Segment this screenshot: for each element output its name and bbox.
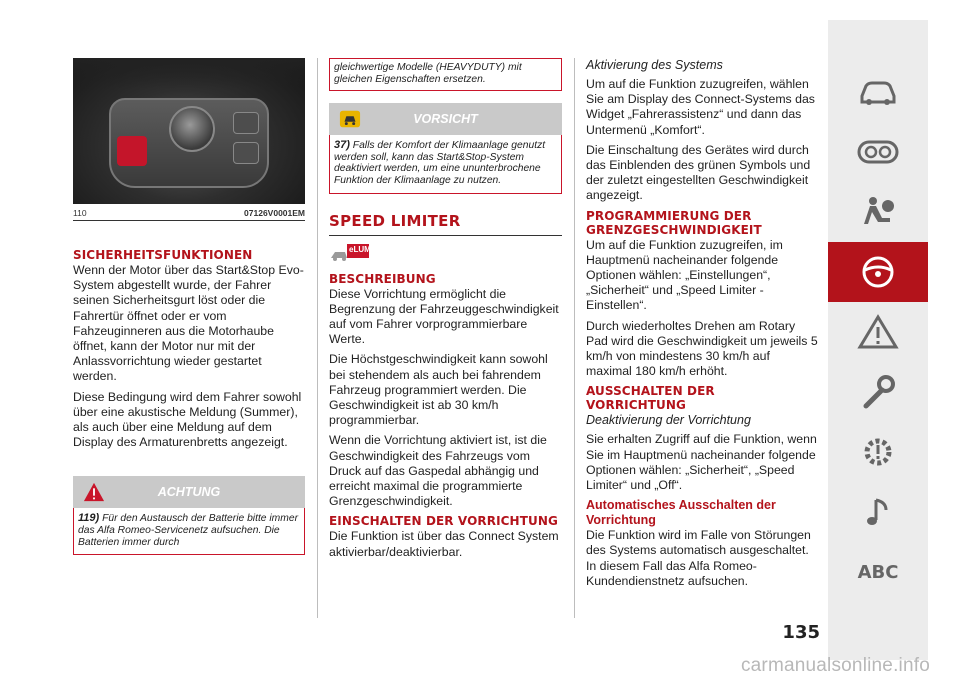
sidebar-item-dashboard[interactable] [828,122,928,182]
abc-index-icon: ABC [857,561,899,583]
paragraph: Die Höchstgeschwindigkeit kann sowohl bei stehendem als auch bei fahrendem Fahrzeug programmiert werden. Die Geschwindigkeit ist ab 30 km/h programmierbar. [329,352,548,428]
photo-shadow [73,58,305,88]
section-heading: SICHERHEITSFUNKTIONEN [73,248,253,262]
warning-box-header [73,476,305,508]
paragraph: Die Funktion wird im Falle von Störungen des Systems automatisch ausgeschaltet. In diesem Fall das Alfa Romeo-Kundendienstnetz aufsuchen. [586,528,811,588]
paragraph: Um auf die Funktion zuzugreifen, wählen Sie am Display des Connect-Systems das Widget „Fahrerassistenz“ und dann das Untermenü „Komfort“. [586,77,815,137]
caption-divider [73,220,305,221]
section-heading: BESCHREIBUNG [329,271,436,286]
start-stop-button [117,136,147,166]
elum-label: eLUM [349,244,371,254]
elum-badge [329,242,562,264]
sidebar-item-maintenance[interactable] [828,362,928,422]
warning-box [73,476,305,555]
dashboard-icon [856,134,900,170]
paragraph: Durch wiederholtes Drehen am Rotary Pad wird die Geschwindigkeit um jeweils 5 km/h von mindestens 30 km/h auf maximal 180 km/h erhöht. [586,318,818,379]
paragraph: Wenn der Motor über das Start&Stop Evo-System abgestellt wurde, der Fahrer seinen Sicherheitsgurt löst oder die Fahrertür öffnet oder er vom Fahzeuginneren aus die Motorhaube öffnet, kann der Motor nur mit der Anlassvorrichtung wieder gestartet werden. [73,263,304,384]
caution-title: VORSICHT [413,112,478,127]
subsection-heading: Deaktivierung der Vorrichtung [586,413,751,428]
switch-panel [109,98,269,188]
subsection-heading-bold: Automatisches Ausschalten der Vorrichtung [586,498,776,528]
watermark-text: carmanualsonline.info [740,655,930,676]
warning-title: ACHTUNG [157,485,221,500]
paragraph: Die Funktion ist über das Connect System aktivierbar/deaktivierbar. [329,529,559,559]
panel-button [233,112,259,134]
figure-number: 110 [73,208,87,218]
sidebar-item-multimedia[interactable] [828,482,928,542]
figure-code: 07126V0001EM [244,208,305,218]
warning-box-body [73,508,305,555]
music-note-icon [856,494,900,530]
caution-box [329,103,562,193]
sidebar-item-car[interactable] [828,62,928,122]
subsection-heading: Aktivierung des Systems [586,58,723,72]
paragraph: Sie erhalten Zugriff auf die Funktion, wenn Sie im Hauptmenü nacheinander folgende Optionen wählen: „Sicherheit“, „Speed Limiter“ und „Off“. [586,432,817,493]
sidebar-item-emergency[interactable] [828,302,928,362]
warning-text: Für den Austausch der Batterie bitte immer das Alfa Romeo-Servicenetz aufsuchen. Die Batterien immer durch [78,513,298,548]
warning-triangle-icon [856,314,900,350]
headlight-switch-photo [73,58,305,204]
warning-continuation-text: gleichwertige Modelle (HEAVYDUTY) mit gleichen Eigenschaften ersetzen. [334,62,522,85]
paragraph: Diese Vorrichtung ermöglicht die Begrenzung der Fahrzeuggeschwindigkeit auf vom Fahrer vorprogrammierbare Werte. [329,286,559,347]
section-heading: AUSSCHALTEN DER VORRICHTUNG [586,384,715,413]
column-divider [317,58,318,618]
paragraph: Die Einschaltung des Gerätes wird durch das Einblenden des grünen Symbols und der zuletzt eingestellten Geschwindigkeit angezeigt. [586,142,811,203]
car-icon [856,74,900,110]
column-middle [329,58,562,565]
paragraph: Wenn die Vorrichtung aktiviert ist, ist die Geschwindigkeit des Fahrzeugs vom Druck auf das Gaspedal abhängig und erreicht maximal die programmierte Grenzgeschwindigkeit. [329,433,547,509]
chapter-sidebar [828,20,928,660]
settings-gear-icon [856,434,900,470]
column-divider [574,58,575,618]
warning-continuation-box [329,58,562,91]
sidebar-item-technical-data[interactable] [828,422,928,482]
chapter-title: SPEED LIMITER [329,212,562,236]
section-heading: EINSCHALTEN DER VORRICHTUNG [329,514,558,529]
wrench-icon [856,374,900,410]
light-rotary-knob [169,106,215,152]
paragraph: Um auf die Funktion zuzugreifen, im Hauptmenü nacheinander folgende Optionen wählen: „Einstellungen“, „Sicherheit“ und „Speed Limiter - Einstellen“. [586,237,783,313]
page-number: 135 [782,622,820,643]
sidebar-item-safety[interactable] [828,182,928,242]
section-heading: PROGRAMMIERUNG DER GRENZGESCHWINDIGKEIT [586,208,762,237]
column-left [73,244,305,555]
airbag-person-icon [856,194,900,230]
caution-box-header [329,103,562,135]
sidebar-item-index[interactable] [828,542,928,602]
caution-number: 37) [334,139,350,152]
warning-number: 119) [78,512,100,525]
paragraph: Diese Bedingung wird dem Fahrer sowohl über eine akustische Meldung (Summer), als auch über eine Meldung auf dem Display des Armaturenbretts angezeigt. [73,389,302,450]
caution-text: Falls der Komfort der Klimaanlage genutzt werden soll, kann das Start&Stop-System deaktiviert werden, um eine ununterbrochene Funktion der Klimaanlage zu nutzen. [334,140,546,186]
sidebar-item-driving[interactable] [828,242,928,302]
panel-button [233,142,259,164]
steering-wheel-icon [856,254,900,290]
column-right [586,58,818,594]
caution-box-body [329,135,562,193]
